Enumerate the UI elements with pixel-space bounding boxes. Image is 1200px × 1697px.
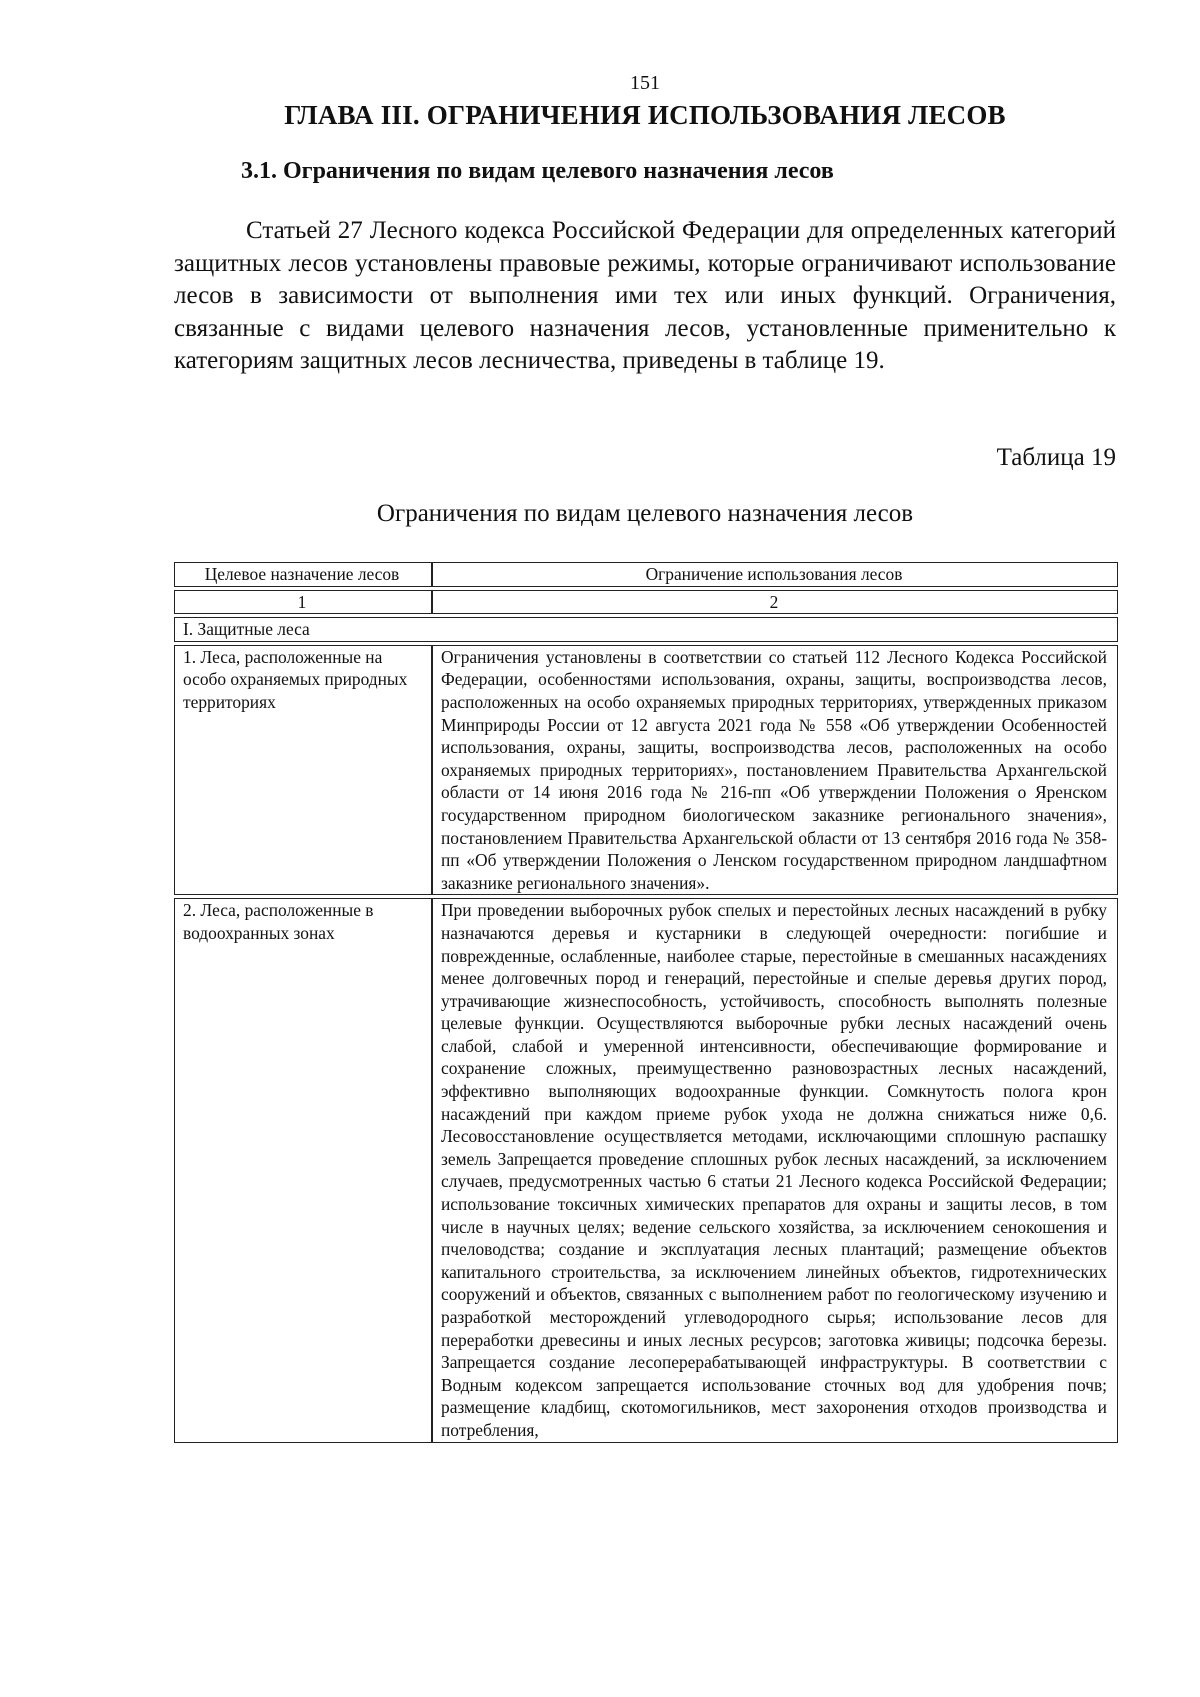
column-number-2: 2 [432, 590, 1118, 615]
group-row [174, 617, 1118, 642]
intro-paragraph: Статьей 27 Лесного кодекса Российской Федерации для определенных категорий защитных лесов установлены правовые режимы, которые ограничивают использование лесов в зависимости от выполнения ими тех или иных функций. Ограничения, связанные с видами целевого назначения лесов, установленные применительно к категориям защитных лесов лесничества, приведены в таблице 19. [174, 217, 1116, 374]
restrictions-table [174, 559, 1118, 1446]
chapter-title: ГЛАВА III. ОГРАНИЧЕНИЯ ИСПОЛЬЗОВАНИЯ ЛЕСОВ [284, 100, 1006, 130]
column-number-1: 1 [174, 590, 432, 615]
row-restriction: При проведении выборочных рубок спелых и перестойных лесных насаждений в рубку назначаются деревья и кустарники в следующей очередности: погибшие и поврежденные, ослабленные, наиболее старые, перестойные в смешанных насаждениях менее долговечных пород и генераций, перестойные и спелые деревья других пород, утрачивающие жизнеспособность, устойчивость, способность выполнять полезные целевые функции. Осуществляются выборочные рубки лесных насаждений очень слабой, слабой и умеренной интенсивности, обеспечивающие формирование и сохранение сложных, преимущественно разновозрастных лесных насаждений, эффективно выполняющих водоохранные функции. Сомкнутость полога крон насаждений при каждом приеме рубок ухода не должна снижаться ниже 0,6. Лесовосстановление осуществляется методами, исключающими сплошную распашку земель Запрещается проведение сплошных рубок лесных насаждений, за исключением случаев, предусмотренных частью 6 статьи 21 Лесного кодекса Российской Федерации; использование токсичных химических препаратов для охраны и защиты лесов, в том числе в научных целях; ведение сельского хозяйства, за исключением сенокошения и пчеловодства; создание и эксплуатация лесных плантаций; размещение объектов капитального строительства, за исключением линейных объектов, гидротехнических сооружений и объектов, связанных с выполнением работ по геологическому изучению и разработкой месторождений углеводородного сырья; использование лесов для переработки древесины и иных лесных ресурсов; заготовка живицы; подсочка березы. Запрещается создание лесоперерабатывающей инфраструктуры. В соответствии с Водным кодексом запрещается использование сточных вод для удобрения почв; размещение кладбищ, скотомогильников, мест захоронения отходов производства и потребления, [432, 898, 1118, 1442]
table-caption: Ограничения по видам целевого назначения лесов [376, 500, 914, 527]
row-purpose: 2. Леса, расположенные в водоохранных зонах [174, 898, 432, 1442]
header-purpose: Целевое назначение лесов [174, 562, 432, 587]
table-row [174, 645, 1118, 896]
table-label: Таблица 19 [996, 444, 1116, 471]
column-number-row [174, 590, 1118, 615]
header-restriction: Ограничение использования лесов [432, 562, 1118, 587]
table-row [174, 898, 1118, 1442]
page-number: 151 [630, 72, 660, 94]
row-restriction: Ограничения установлены в соответствии со статьей 112 Лесного Кодекса Российской Федерации, особенностями использования, охраны, защиты, воспроизводства лесов, расположенных на особо охраняемых природных территориях, утвержденных приказом Минприроды России от 12 августа 2021 года № 558 «Об утверждении Особенностей использования, охраны, защиты, воспроизводства лесов, расположенных на особо охраняемых природных территориях», постановлением Правительства Архангельской области от 14 июня 2016 года № 216-пп «Об утверждении Положения о Яренском государственном природном биологическом заказнике регионального значения», постановлением Правительства Архангельской области от 13 сентября 2016 года № 358-пп «Об утверждении Положения о Ленском государственном природном ландшафтном заказнике регионального значения». [432, 645, 1118, 896]
row-purpose: 1. Леса, расположенные на особо охраняемых природных территориях [174, 645, 432, 896]
section-title: 3.1. Ограничения по видам целевого назначения лесов [241, 158, 834, 184]
group-row-label: I. Защитные леса [174, 617, 1118, 642]
table-header-row [174, 562, 1118, 587]
